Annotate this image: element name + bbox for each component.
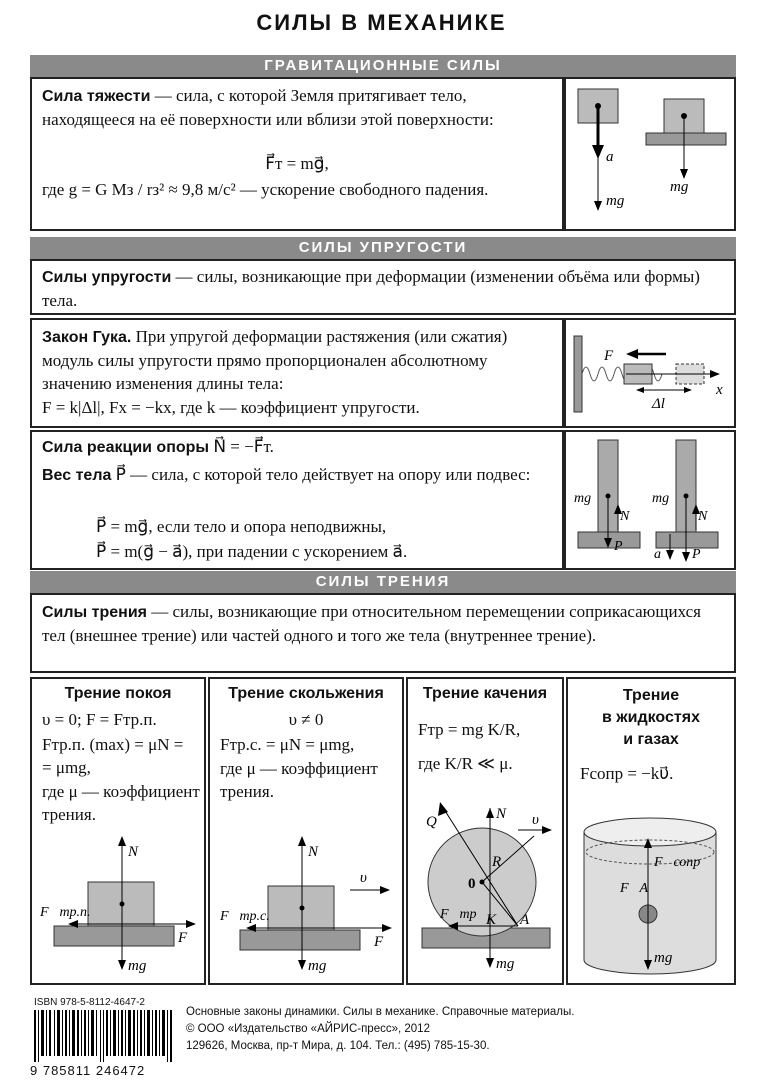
sliding-fig-v: υ⃗ [360, 870, 379, 886]
static-line-3: = μmg, [42, 758, 91, 777]
footer-line-2: © ООО «Издательство «АЙРИС-пресс», 2012 [186, 1023, 430, 1035]
sliding-fig-mg: mg⃗ [308, 958, 338, 974]
support-figure [566, 432, 730, 564]
fluid-fig-FA: F⃗A [620, 881, 648, 896]
sliding-fig-Ftr: F⃗тр.с. [220, 909, 270, 924]
section-band-friction: СИЛЫ ТРЕНИЯ [30, 571, 736, 593]
rolling-fig-Q: Q⃗ [426, 814, 449, 830]
rolling-fig-A: A [520, 912, 530, 928]
barcode [30, 1010, 180, 1062]
support-reaction: Сила реакции опоры N⃗ = −F⃗т. [42, 437, 274, 456]
rolling-fig-mg: mg⃗ [496, 956, 526, 972]
footer-info [186, 1004, 574, 1055]
static-line-1: υ = 0; F = Fтр.п. [42, 710, 157, 729]
static-fig-N: N⃗ [128, 844, 150, 860]
section-band-elastic: СИЛЫ УПРУГОСТИ [30, 237, 736, 259]
static-line-2: Fтр.п. (max) = μN = [42, 735, 184, 754]
rolling-fig-N: N⃗ [496, 806, 518, 822]
weight-formula-2: P⃗ = m(g⃗ − a⃗), при падении с ускорением a⃗. [96, 542, 408, 561]
gravity-fig-mg-label-2: mg⃗ [670, 179, 700, 195]
support-fig-P-1: P⃗ [614, 539, 634, 554]
gravity-figure [566, 79, 730, 225]
spring-fig-dl-label: Δl [652, 396, 665, 412]
barcode-number: 9 785811 246472 [30, 1063, 146, 1078]
rolling-friction-figure [408, 796, 560, 978]
rolling-fig-O: 0 [468, 876, 476, 892]
fluid-friction-figure [568, 808, 734, 978]
rolling-line-1: Fтр = mg K/R, [418, 720, 521, 739]
support-fig-N-1: N⃗ [620, 509, 641, 524]
rolling-friction-title: Трение качения [422, 685, 548, 702]
sliding-fig-F: F⃗ [374, 934, 395, 950]
rolling-fig-K: K [486, 912, 497, 928]
body-weight: Вес тела P⃗ — сила, с которой тело действует на опору или подвес: [42, 465, 531, 484]
gravity-fig-a-label: a⃗ [606, 149, 626, 165]
static-fig-Ftr: F⃗тр.п. [40, 905, 91, 920]
support-fig-mg-1: mg⃗ [574, 491, 602, 506]
footer-line-1: Основные законы динамики. Силы в механике. Справочные материалы. [186, 1006, 575, 1018]
spring-figure [566, 320, 730, 422]
fluid-fig-mg: mg⃗ [654, 950, 684, 966]
fluid-formula: Fсопр = −kυ⃗. [580, 764, 674, 783]
static-fig-mg: mg⃗ [128, 958, 158, 974]
friction-definition: Силы трения — силы, возникающие при относительном перемещении соприкасающихся тел (внешнее трение) или частей одного и того же тела (внутреннее трение). [42, 602, 701, 645]
fluid-fig-Fsopr: F⃗сопр [654, 855, 701, 870]
page-title: СИЛЫ В МЕХАНИКЕ [256, 10, 507, 35]
fluid-friction-title: Трение в жидкостях и газах [602, 687, 700, 748]
gravity-formula: F⃗т = mg⃗, [265, 154, 329, 173]
spring-fig-F-label: F⃗ [604, 348, 625, 364]
rolling-fig-R: R [492, 854, 502, 870]
sliding-line-2: Fтр.с. = μN = μmg, [220, 735, 355, 754]
sliding-fig-N: N⃗ [308, 844, 330, 860]
footer-line-3: 129626, Москва, пр-т Мира, д. 104. Тел.: (495) 785-15-30. [186, 1040, 490, 1052]
section-band-gravity: ГРАВИТАЦИОННЫЕ СИЛЫ [30, 55, 736, 77]
elastic-definition: Силы упругости — силы, возникающие при деформации (изменении объёма или формы) тела. [42, 267, 700, 310]
sliding-line-1: υ ≠ 0 [288, 710, 324, 729]
spring-fig-x-label: x [716, 382, 723, 398]
isbn-label: ISBN 978-5-8112-4647-2 [34, 997, 145, 1008]
support-fig-a: a⃗ [654, 547, 672, 562]
static-fig-F: F⃗ [178, 930, 199, 946]
sliding-friction-figure [210, 830, 400, 978]
rolling-fig-v: υ⃗ [532, 812, 551, 828]
gravity-fig-mg-label-1: mg⃗ [606, 193, 636, 209]
support-fig-N-2: N⃗ [698, 509, 719, 524]
support-fig-P-2: P⃗ [692, 547, 712, 562]
hooke-law: Закон Гука. При упругой деформации растяжения (или сжатия) модуль силы упругости прямо пропорционален абсолютному значению изменения длины тела: [42, 327, 508, 393]
sliding-friction-title: Трение скольжения [228, 685, 384, 702]
weight-formula-1: P⃗ = mg⃗, если тело и опора неподвижны, [96, 517, 387, 536]
static-friction-title: Трение покоя [64, 685, 172, 702]
rolling-line-2: где K/R ≪ μ. [418, 754, 513, 773]
static-line-4: где μ — коэффициент трения. [42, 782, 200, 824]
gravity-definition: Сила тяжести — сила, с которой Земля притягивает тело, находящееся на её поверхности или вблизи этой поверхности: [42, 86, 494, 129]
support-fig-mg-2: mg⃗ [652, 491, 680, 506]
gravity-where: где g = G Mз / rз² ≈ 9,8 м/с² — ускорение свободного падения. [42, 180, 489, 199]
rolling-fig-Ftr: F⃗тр [440, 907, 477, 922]
static-friction-figure [32, 830, 202, 978]
sliding-line-3: где μ — коэффициент трения. [220, 759, 378, 801]
hooke-formula: F = k|Δl|, Fx = −kx, где k — коэффициент упругости. [42, 398, 420, 417]
